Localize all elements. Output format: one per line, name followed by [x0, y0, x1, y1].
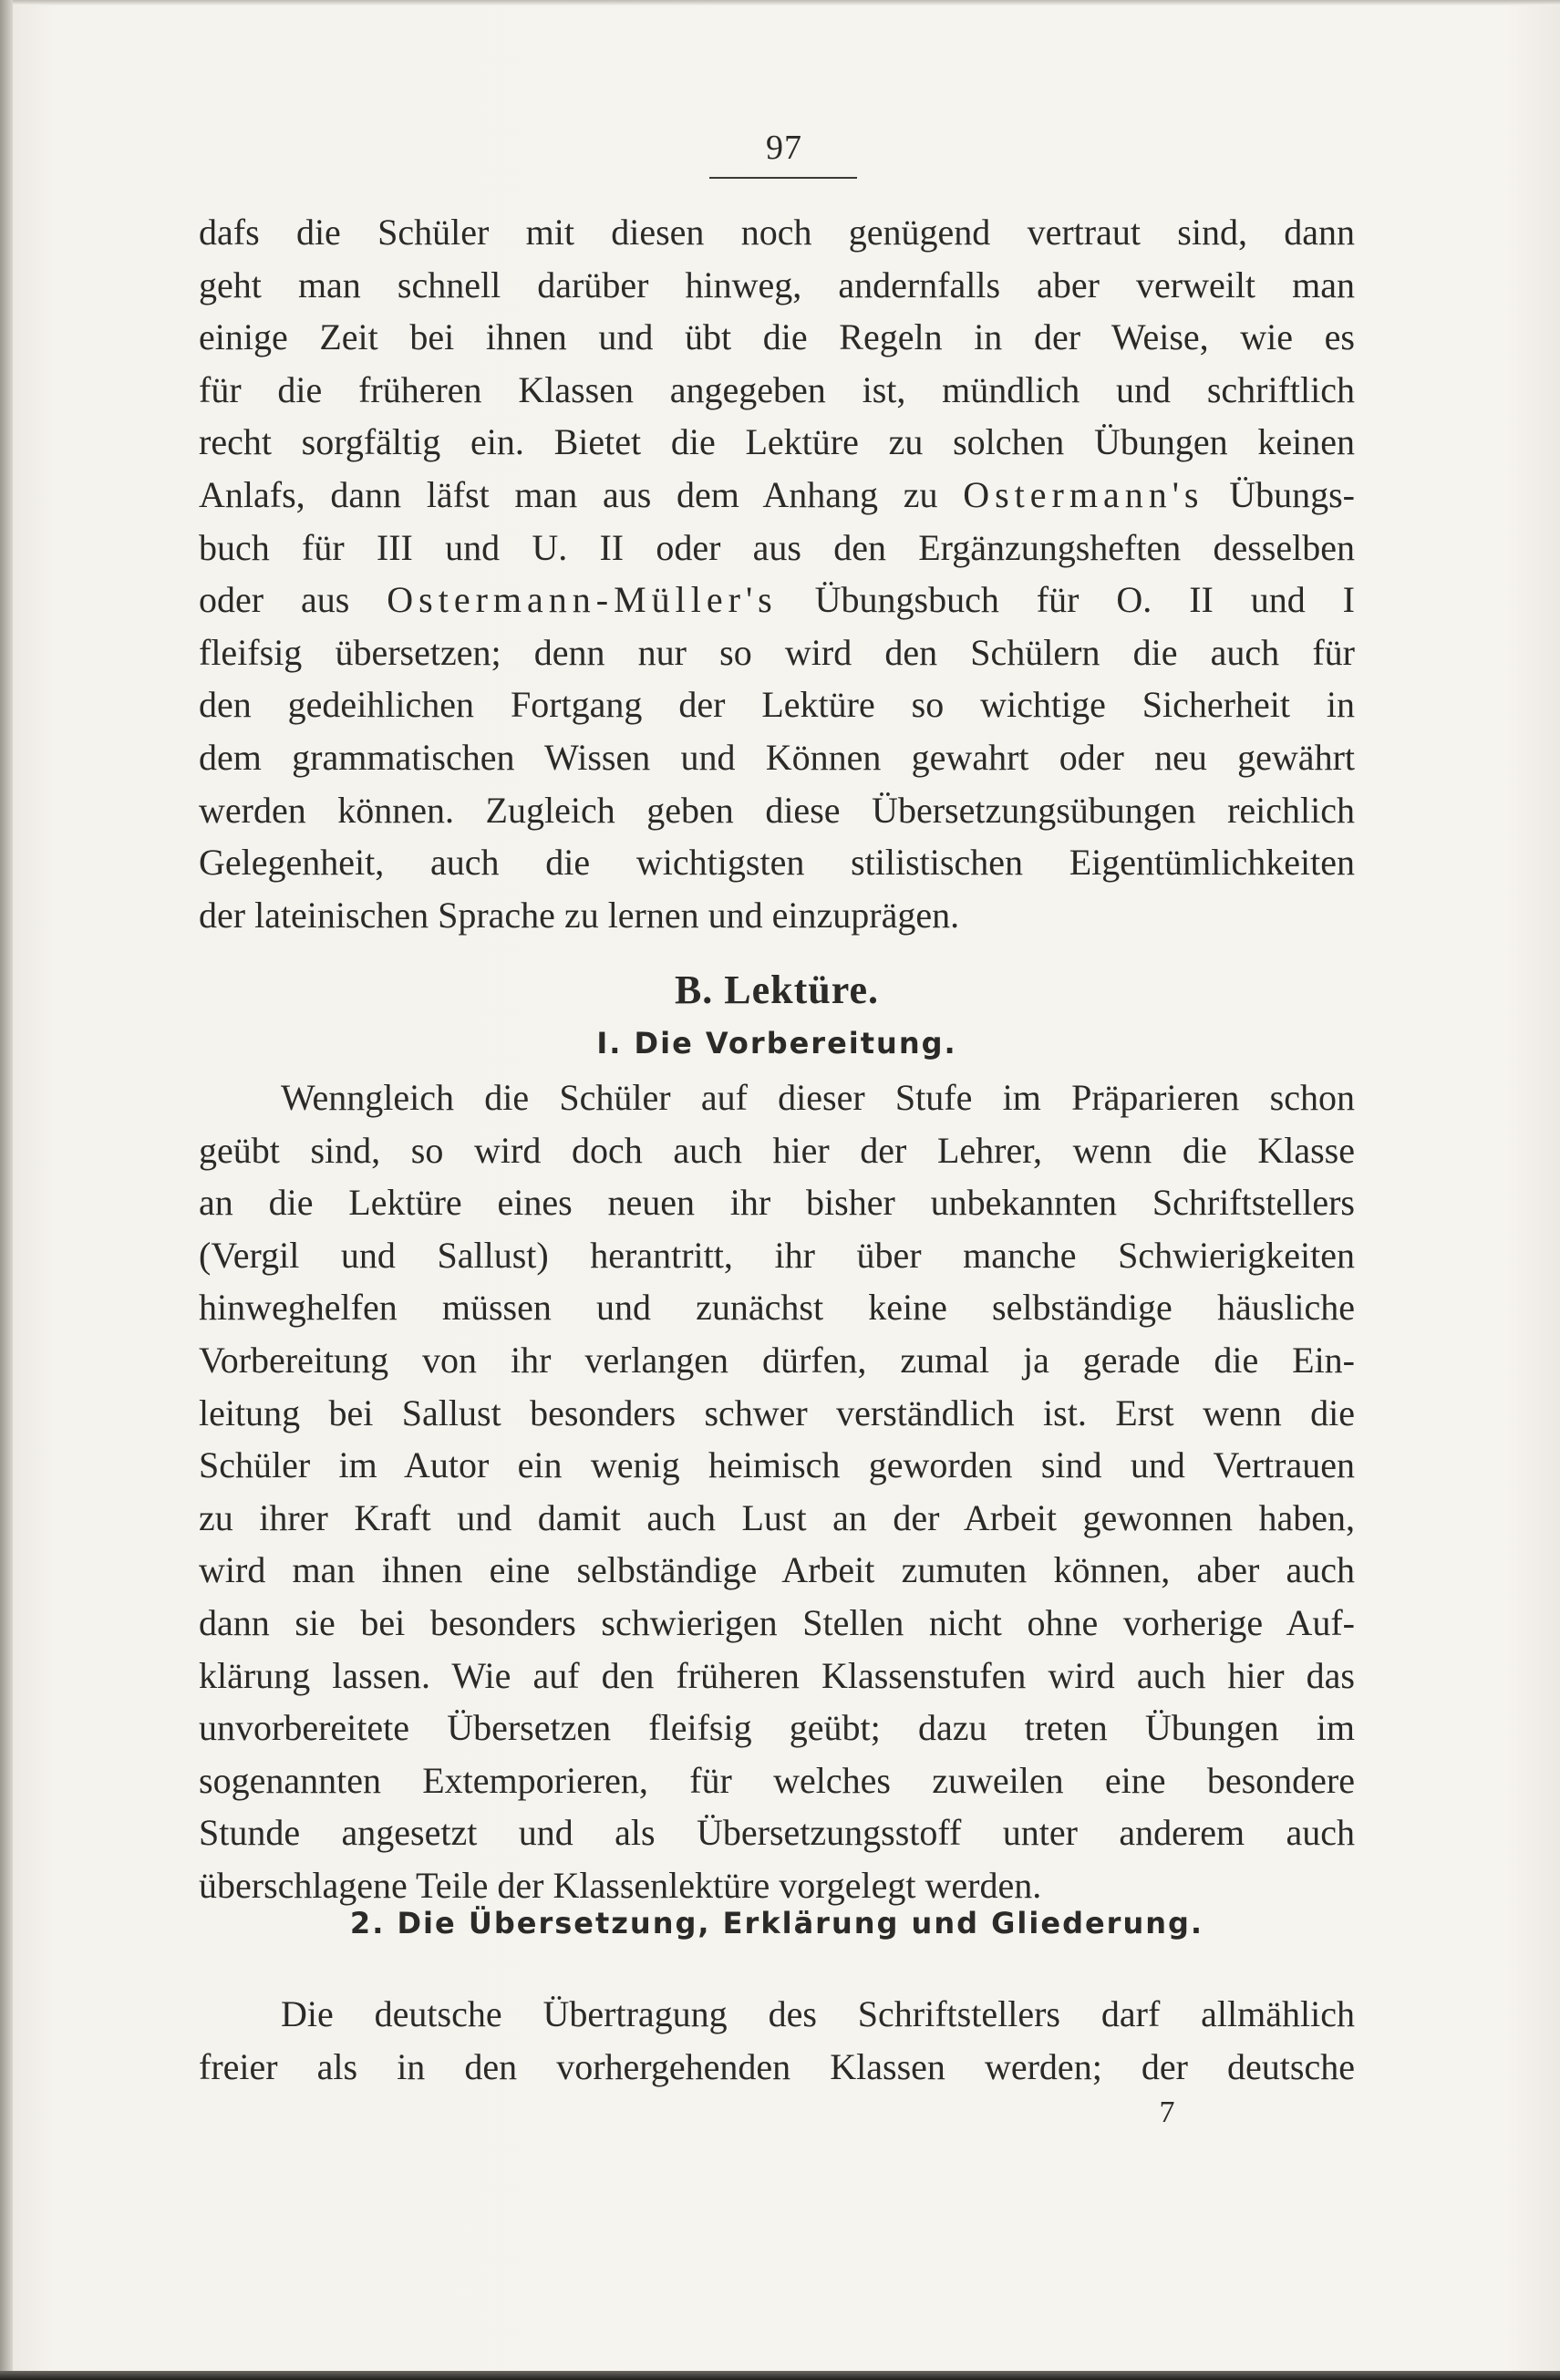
- text-line: dann sie bei besonders schwierigen Stellen nicht ohne vorherige Auf-: [199, 1601, 1355, 1643]
- subsection-heading-vorbereitung: I. Die Vorbereitung.: [596, 1026, 957, 1061]
- paragraph-vorbereitung: [199, 1071, 1355, 1912]
- text-line: dem grammatischen Wissen und Können gewahrt oder neu gewährt: [199, 736, 1355, 778]
- text-line: Vorbereitung von ihr verlangen dürfen, zumal ja gerade die Ein-: [199, 1339, 1355, 1381]
- text-line: zu ihrer Kraft und damit auch Lust an der Arbeit gewonnen haben,: [199, 1496, 1355, 1538]
- text-line: geht man schnell darüber hinweg, andernfalls aber verweilt man: [199, 264, 1355, 305]
- text-segment: Übungsbuch für O. II und I: [814, 579, 1356, 621]
- paragraph-continuation: [199, 206, 1355, 941]
- text-line: einige Zeit bei ihnen und übt die Regeln in der Weise, wie es: [199, 316, 1355, 358]
- text-line: leitung bei Sallust besonders schwer verständlich ist. Erst wenn die: [199, 1392, 1355, 1433]
- text-line: klärung lassen. Wie auf den früheren Klassenstufen wird auch hier das: [199, 1654, 1355, 1696]
- text-line: unvorbereitete Übersetzen fleifsig geübt; dazu treten Übungen im: [199, 1707, 1355, 1749]
- text-line: Stunde angesetzt und als Übersetzungsstoff unter anderem auch: [199, 1812, 1355, 1854]
- text-line: freier als in den vorhergehenden Klassen werden; der deutsche: [199, 2045, 1355, 2087]
- section-heading-lektuere: B. Lektüre.: [674, 968, 880, 1012]
- text-line: recht sorgfältig ein. Bietet die Lektüre zu solchen Übungen keinen: [199, 421, 1355, 463]
- author-name-spaced: Ostermann-Müller's: [387, 579, 778, 621]
- page-bottom-edge: [0, 2371, 1560, 2380]
- text-line: Die deutsche Übertragung des Schriftstellers darf allmählich: [281, 1993, 1355, 2034]
- author-name-spaced: Ostermann's: [963, 473, 1204, 515]
- text-line: sogenannten Extemporieren, für welches zuweilen eine besondere: [199, 1759, 1355, 1801]
- subsection-heading-uebersetzung: 2. Die Übersetzung, Erklärung und Gliederung.: [349, 1906, 1204, 1940]
- text-line: für die früheren Klassen angegeben ist, mündlich und schriftlich: [199, 368, 1355, 410]
- text-line: (Vergil und Sallust) herantritt, ihr über manche Schwierigkeiten: [199, 1234, 1355, 1276]
- book-binding-edge: [0, 0, 13, 2380]
- paragraph-uebersetzung: [199, 1988, 1355, 2093]
- text-segment: Übungs-: [1229, 473, 1355, 515]
- text-line: [199, 574, 1355, 626]
- text-line: Schüler im Autor ein wenig heimisch geworden sind und Vertrauen: [199, 1444, 1355, 1486]
- signature-mark: 7: [1159, 2095, 1175, 2129]
- text-line: an die Lektüre eines neuen ihr bisher unbekannten Schriftstellers: [199, 1182, 1355, 1224]
- text-line: [199, 469, 1355, 522]
- text-line: überschlagene Teile der Klassenlektüre vorgelegt werden.: [199, 1864, 1042, 1906]
- text-line: dafs die Schüler mit diesen noch genügend vertraut sind, dann: [199, 212, 1355, 253]
- text-line: Wenngleich die Schüler auf dieser Stufe im Präparieren schon: [281, 1077, 1355, 1118]
- text-line: der lateinischen Sprache zu lernen und einzuprägen.: [199, 894, 960, 936]
- text-line: wird man ihnen eine selbständige Arbeit zumuten können, aber auch: [199, 1549, 1355, 1591]
- text-line: werden können. Zugleich geben diese Übersetzungsübungen reichlich: [199, 789, 1355, 831]
- text-segment: Anlafs, dann läfst man aus dem Anhang zu: [199, 473, 938, 515]
- text-line: Gelegenheit, auch die wichtigsten stilistischen Eigentümlichkeiten: [199, 842, 1355, 884]
- text-line: buch für III und U. II oder aus den Ergänzungsheften desselben: [199, 526, 1355, 568]
- text-line: hinweghelfen müssen und zunächst keine selbständige häusliche: [199, 1287, 1355, 1329]
- header-rule: [709, 177, 857, 179]
- text-line: geübt sind, so wird doch auch hier der Lehrer, wenn die Klasse: [199, 1129, 1355, 1171]
- text-segment: oder aus: [199, 579, 350, 621]
- page-top-edge: [13, 0, 1560, 5]
- text-line: fleifsig übersetzen; denn nur so wird den Schülern die auch für: [199, 631, 1355, 673]
- text-line: den gedeihlichen Fortgang der Lektüre so wichtige Sicherheit in: [199, 684, 1355, 726]
- page-number: 97: [766, 129, 802, 167]
